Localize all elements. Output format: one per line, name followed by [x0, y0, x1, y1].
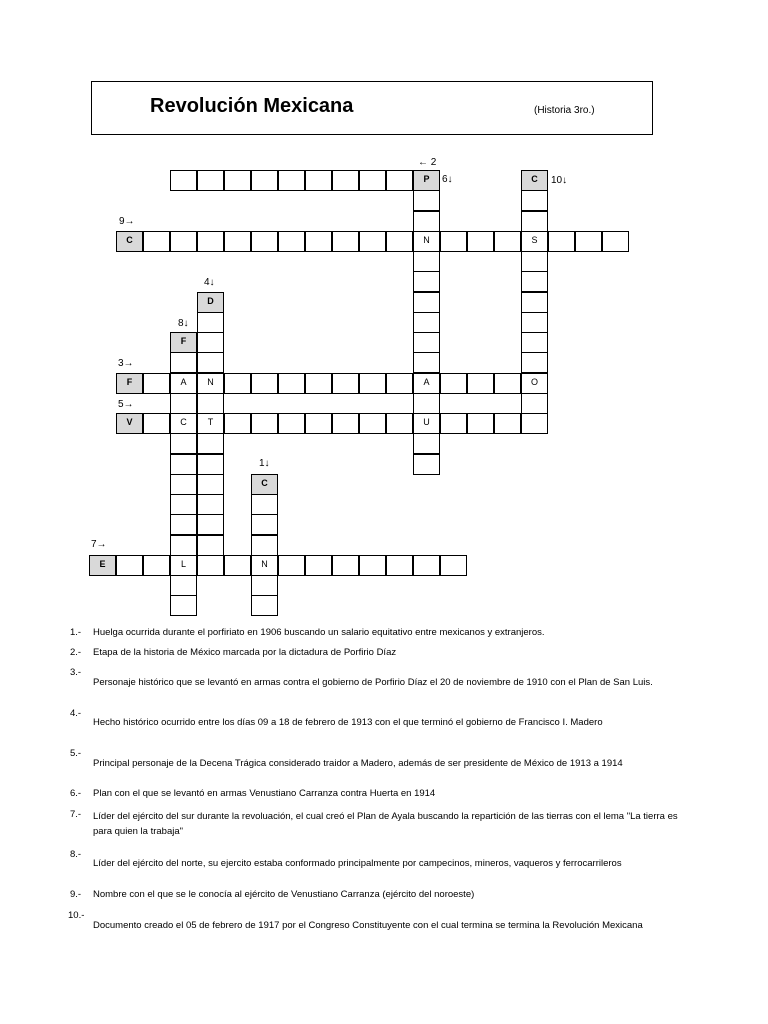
- clue-number: 9.-: [70, 889, 82, 900]
- clue-number: 3.-: [70, 667, 82, 678]
- crossword-cell[interactable]: [251, 575, 278, 596]
- crossword-cell[interactable]: [332, 231, 359, 252]
- clue-label-10: 10↓: [551, 175, 568, 186]
- clue-number: 2.-: [70, 647, 82, 658]
- clue-label-4: 4↓: [204, 277, 215, 288]
- crossword-cell[interactable]: [170, 474, 197, 495]
- crossword-cell[interactable]: [413, 433, 440, 454]
- crossword-cell[interactable]: N: [413, 231, 440, 252]
- clue-label-8: 8↓: [178, 318, 189, 329]
- crossword-cell[interactable]: [170, 595, 197, 616]
- crossword-cell[interactable]: [197, 393, 224, 414]
- clue-label-6: 6↓: [442, 174, 453, 185]
- crossword-cell[interactable]: [413, 292, 440, 313]
- clue-label-7: 7→: [91, 539, 107, 550]
- crossword-cell[interactable]: F: [170, 332, 197, 353]
- crossword-cell[interactable]: [413, 555, 440, 576]
- crossword-cell[interactable]: [251, 413, 278, 434]
- crossword-cell[interactable]: A: [413, 373, 440, 394]
- clue-number: 1.-: [70, 627, 82, 638]
- crossword-cell[interactable]: [197, 433, 224, 454]
- crossword-cell[interactable]: [413, 393, 440, 414]
- crossword-cell[interactable]: [251, 514, 278, 535]
- clue-label-2: ← 2: [418, 157, 437, 168]
- crossword-cell[interactable]: T: [197, 413, 224, 434]
- crossword-cell[interactable]: [440, 373, 467, 394]
- crossword-cell[interactable]: [224, 170, 251, 191]
- crossword-cell[interactable]: [386, 170, 413, 191]
- clue-label-9: 9→: [119, 216, 135, 227]
- crossword-cell[interactable]: [224, 555, 251, 576]
- crossword-cell[interactable]: [170, 454, 197, 475]
- crossword-cell[interactable]: [602, 231, 629, 252]
- crossword-cell[interactable]: F: [116, 373, 143, 394]
- crossword-cell[interactable]: [305, 231, 332, 252]
- crossword-cell[interactable]: C: [251, 474, 278, 495]
- crossword-cell[interactable]: [170, 535, 197, 556]
- crossword-cell[interactable]: [170, 514, 197, 535]
- crossword-cell[interactable]: [197, 535, 224, 556]
- clue-label-1: 1↓: [259, 458, 270, 469]
- crossword-cell[interactable]: C: [116, 231, 143, 252]
- crossword-cell[interactable]: [251, 170, 278, 191]
- clue-text: Documento creado el 05 de febrero de 1917 por el Congreso Constituyente con el cual termina se termina la Revolución Mexicana: [93, 920, 643, 931]
- crossword-cell[interactable]: [170, 433, 197, 454]
- crossword-cell[interactable]: [197, 555, 224, 576]
- page-subtitle: (Historia 3ro.): [534, 105, 595, 116]
- crossword-cell[interactable]: [332, 170, 359, 191]
- crossword-cell[interactable]: C: [170, 413, 197, 434]
- crossword-cell[interactable]: [278, 413, 305, 434]
- crossword-cell[interactable]: [413, 251, 440, 272]
- crossword-cell[interactable]: [494, 413, 521, 434]
- crossword-cell[interactable]: [278, 231, 305, 252]
- crossword-cell[interactable]: C: [521, 170, 548, 191]
- crossword-cell[interactable]: [359, 413, 386, 434]
- clue-number: 10.-: [68, 910, 85, 921]
- crossword-cell[interactable]: [521, 211, 548, 232]
- clue-text: Hecho histórico ocurrido entre los días 09 a 18 de febrero de 1913 con el que terminó el gobierno de Francisco I. Madero: [93, 717, 603, 728]
- crossword-cell[interactable]: [143, 555, 170, 576]
- crossword-cell[interactable]: [575, 231, 602, 252]
- crossword-cell[interactable]: [116, 555, 143, 576]
- crossword-cell[interactable]: [170, 575, 197, 596]
- clue-text: Líder del ejército del sur durante la revoluación, el cual creó el Plan de Ayala buscando la repartición de las tierras con el lema "La tierra es para quien la trabaja": [93, 811, 678, 837]
- crossword-cell[interactable]: [440, 231, 467, 252]
- crossword-cell[interactable]: [197, 231, 224, 252]
- crossword-cell[interactable]: [305, 170, 332, 191]
- crossword-cell[interactable]: [170, 494, 197, 515]
- crossword-cell[interactable]: [413, 332, 440, 353]
- crossword-cell[interactable]: [251, 373, 278, 394]
- crossword-cell[interactable]: N: [197, 373, 224, 394]
- crossword-cell[interactable]: [413, 454, 440, 475]
- crossword-cell[interactable]: [143, 413, 170, 434]
- crossword-cell[interactable]: [521, 413, 548, 434]
- crossword-cell[interactable]: [197, 514, 224, 535]
- clue-label-5: 5→: [118, 399, 134, 410]
- crossword-cell[interactable]: [413, 190, 440, 211]
- crossword-cell[interactable]: [143, 373, 170, 394]
- crossword-cell[interactable]: [521, 190, 548, 211]
- crossword-cell[interactable]: [386, 555, 413, 576]
- clue-number: 8.-: [70, 849, 82, 860]
- crossword-cell[interactable]: [359, 231, 386, 252]
- crossword-cell[interactable]: [170, 231, 197, 252]
- crossword-cell[interactable]: [251, 231, 278, 252]
- crossword-cell[interactable]: O: [521, 373, 548, 394]
- crossword-cell[interactable]: [332, 413, 359, 434]
- crossword-cell[interactable]: A: [170, 373, 197, 394]
- crossword-cell[interactable]: [359, 170, 386, 191]
- crossword-cell[interactable]: [305, 373, 332, 394]
- crossword-cell[interactable]: [305, 413, 332, 434]
- crossword-cell[interactable]: [251, 494, 278, 515]
- crossword-cell[interactable]: [467, 413, 494, 434]
- crossword-cell[interactable]: [521, 251, 548, 272]
- clue-text: Personaje histórico que se levantó en armas contra el gobierno de Porfirio Díaz el 20 de noviembre de 1910 con el Plan de San Luis.: [93, 677, 653, 688]
- crossword-cell[interactable]: [224, 231, 251, 252]
- crossword-cell[interactable]: [197, 352, 224, 373]
- clue-number: 5.-: [70, 748, 82, 759]
- crossword-cell[interactable]: [467, 373, 494, 394]
- crossword-cell[interactable]: [170, 352, 197, 373]
- crossword-cell[interactable]: [440, 555, 467, 576]
- clue-text: Principal personaje de la Decena Trágica considerado traidor a Madero, además de ser presidente de México de 1913 a 1914: [93, 758, 623, 769]
- crossword-cell[interactable]: [332, 555, 359, 576]
- crossword-cell[interactable]: [197, 454, 224, 475]
- crossword-cell[interactable]: [494, 373, 521, 394]
- crossword-cell[interactable]: [521, 332, 548, 353]
- clue-text: Líder del ejército del norte, su ejercito estaba conformado principalmente por campecinos, mineros, vaqueros y ferrocarrileros: [93, 858, 622, 869]
- crossword-cell[interactable]: [521, 292, 548, 313]
- crossword-cell[interactable]: S: [521, 231, 548, 252]
- crossword-cell[interactable]: [278, 170, 305, 191]
- crossword-cell[interactable]: [467, 231, 494, 252]
- crossword-cell[interactable]: [521, 393, 548, 414]
- clue-text: Etapa de la historia de México marcada por la dictadura de Porfirio Díaz: [93, 647, 397, 658]
- crossword-cell[interactable]: [548, 231, 575, 252]
- crossword-cell[interactable]: [359, 555, 386, 576]
- crossword-cell[interactable]: [197, 332, 224, 353]
- crossword-cell[interactable]: [386, 373, 413, 394]
- crossword-cell[interactable]: [359, 373, 386, 394]
- crossword-cell[interactable]: [197, 312, 224, 333]
- crossword-cell[interactable]: [521, 312, 548, 333]
- crossword-cell[interactable]: D: [197, 292, 224, 313]
- crossword-cell[interactable]: N: [251, 555, 278, 576]
- crossword-cell[interactable]: [224, 413, 251, 434]
- crossword-cell[interactable]: [494, 231, 521, 252]
- crossword-cell[interactable]: [197, 170, 224, 191]
- clue-number: 7.-: [70, 809, 82, 820]
- crossword-cell[interactable]: [332, 373, 359, 394]
- crossword-cell[interactable]: P: [413, 170, 440, 191]
- crossword-cell[interactable]: [278, 555, 305, 576]
- crossword-cell[interactable]: [440, 413, 467, 434]
- crossword-cell[interactable]: [251, 595, 278, 616]
- crossword-cell[interactable]: [521, 352, 548, 373]
- crossword-cell[interactable]: [170, 170, 197, 191]
- clue-text: Huelga ocurrida durante el porfiriato en 1906 buscando un salario equitativo entre mexicanos y extranjeros.: [93, 627, 545, 638]
- crossword-cell[interactable]: [197, 474, 224, 495]
- clue-number: 6.-: [70, 788, 82, 799]
- crossword-cell[interactable]: [386, 413, 413, 434]
- clue-text: Plan con el que se levantó en armas Venustiano Carranza contra Huerta en 1914: [93, 788, 436, 799]
- crossword-cell[interactable]: [521, 271, 548, 292]
- crossword-cell[interactable]: E: [89, 555, 116, 576]
- clue-label-3: 3→: [118, 358, 134, 369]
- crossword-cell[interactable]: [224, 373, 251, 394]
- crossword-cell[interactable]: L: [170, 555, 197, 576]
- crossword-cell[interactable]: [197, 494, 224, 515]
- clue-text: Nombre con el que se le conocía al ejército de Venustiano Carranza (ejército del noroeste): [93, 889, 475, 900]
- crossword-cell[interactable]: [413, 271, 440, 292]
- crossword-cell[interactable]: V: [116, 413, 143, 434]
- crossword-cell[interactable]: [386, 231, 413, 252]
- crossword-cell[interactable]: [170, 393, 197, 414]
- crossword-cell[interactable]: [305, 555, 332, 576]
- crossword-cell[interactable]: [278, 373, 305, 394]
- page-title: Revolución Mexicana: [150, 95, 354, 117]
- crossword-cell[interactable]: U: [413, 413, 440, 434]
- crossword-cell[interactable]: [413, 352, 440, 373]
- crossword-cell[interactable]: [143, 231, 170, 252]
- crossword-cell[interactable]: [413, 312, 440, 333]
- clue-number: 4.-: [70, 708, 82, 719]
- crossword-cell[interactable]: [251, 535, 278, 556]
- crossword-cell[interactable]: [413, 211, 440, 232]
